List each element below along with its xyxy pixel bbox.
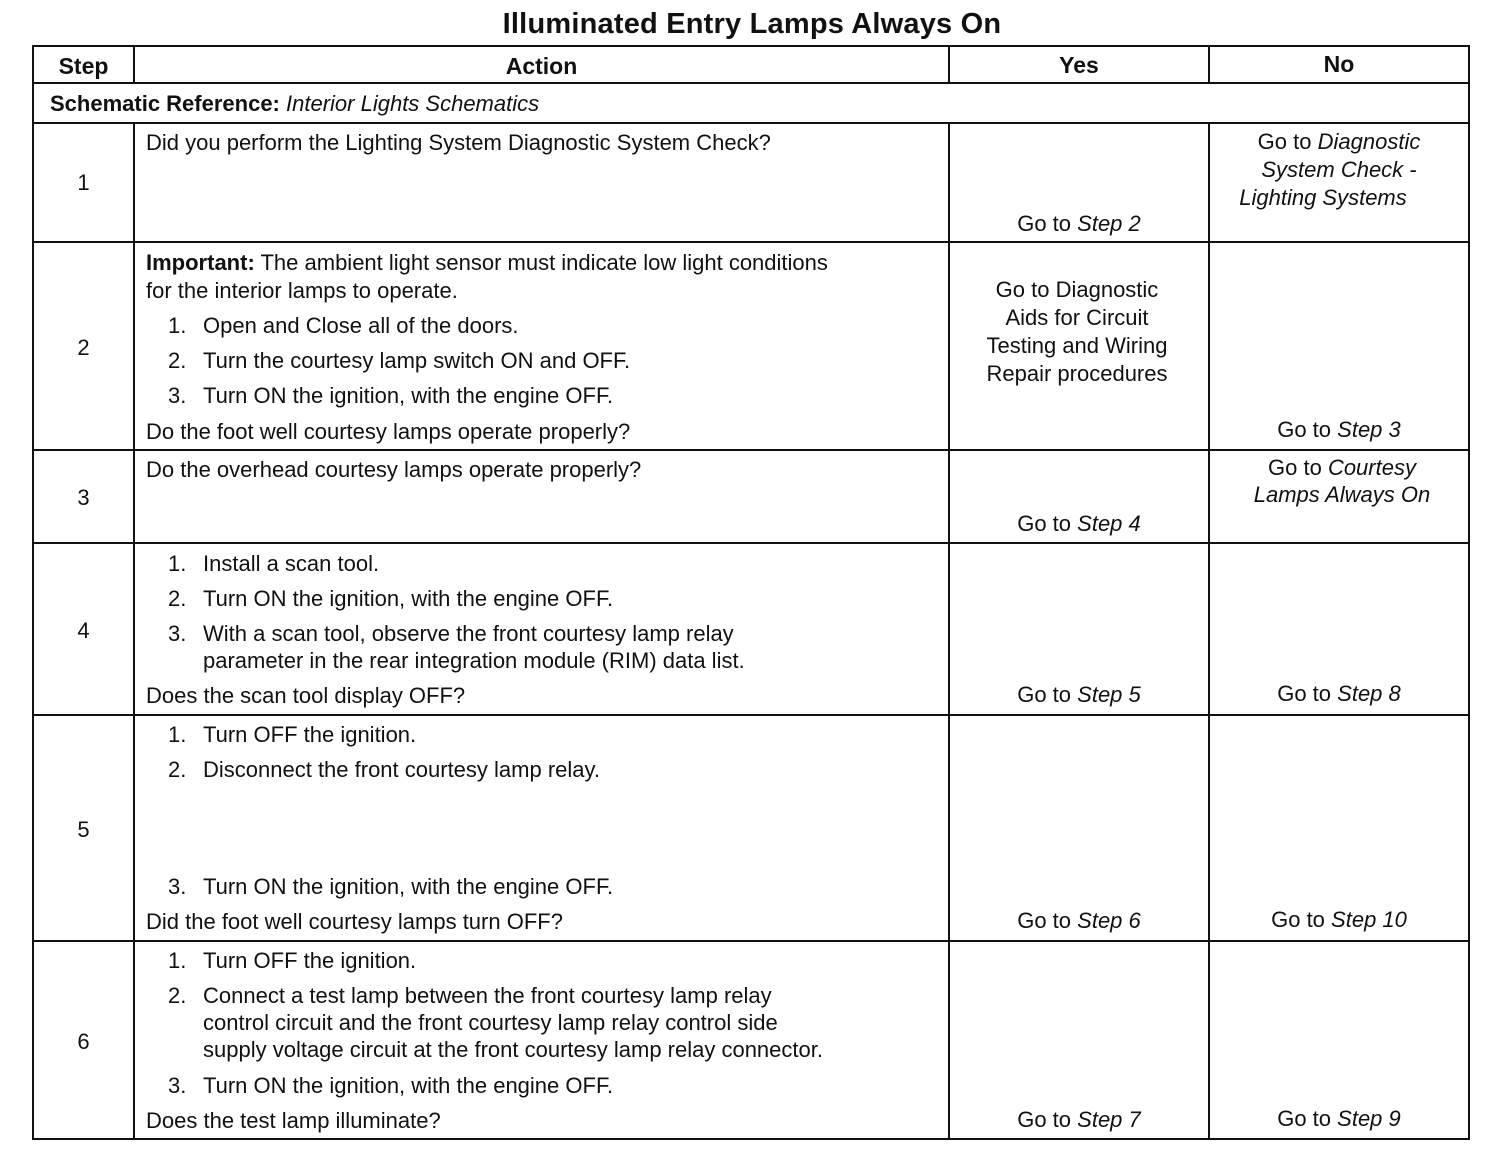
list-item: Turn ON the ignition, with the engine OFF. [203,1073,614,1098]
yes-cell [950,276,1204,388]
yes-line[interactable]: Testing and Wiring [986,333,1168,358]
list-item: Turn OFF the ignition. [203,948,417,973]
action-question: Did you perform the Lighting System Diagnostic System Check? [146,130,771,155]
yes-prefix: Go to [1017,1107,1072,1132]
action-question: Did the foot well courtesy lamps turn OFF? [146,909,563,934]
yes-cell [950,510,1208,538]
yes-line[interactable]: Repair procedures [986,361,1168,386]
action-question: Do the overhead courtesy lamps operate properly? [146,457,642,482]
important-text: The ambient light sensor must indicate low light conditions [260,250,828,275]
yes-prefix: Go to [1017,211,1072,236]
no-prefix: Go to [1277,681,1332,706]
no-link-line3[interactable]: Lighting Systems [1239,185,1407,210]
yes-step-link[interactable]: Step 7 [1077,1107,1141,1132]
no-link-line1[interactable]: Diagnostic [1317,129,1421,154]
yes-prefix: Go to [1017,682,1072,707]
no-prefix: Go to [1268,455,1322,480]
list-item-cont: supply voltage circuit at the front courtesy lamp relay connector. [203,1037,823,1062]
list-number: 1. [168,313,187,338]
schematic-label: Schematic Reference: [50,91,280,116]
list-number: 3. [168,383,187,408]
yes-line[interactable]: Aids for Circuit [1005,305,1149,330]
important-note [146,249,828,277]
yes-cell [950,1106,1208,1134]
no-prefix: Go to [1257,129,1312,154]
list-item: Turn ON the ignition, with the engine OFF. [203,586,614,611]
list-item: Turn ON the ignition, with the engine OFF. [203,383,614,408]
list-number: 3. [168,1073,187,1098]
list-number: 2. [168,757,187,782]
action-question: Do the foot well courtesy lamps operate properly? [146,419,631,444]
step-number: 5 [77,817,90,842]
list-number: 2. [168,983,187,1008]
action-question: Does the scan tool display OFF? [146,683,466,708]
no-step-link[interactable]: Step 3 [1337,417,1401,442]
list-number: 1. [168,948,187,973]
schematic-reference [50,90,539,118]
list-item: Turn ON the ignition, with the engine OFF. [203,874,614,899]
step-number: 2 [77,335,90,360]
no-link-line2[interactable]: System Check - [1261,157,1417,182]
list-number: 2. [168,586,187,611]
yes-step-link[interactable]: Step 5 [1077,682,1141,707]
list-number: 3. [168,621,187,646]
no-prefix: Go to [1271,907,1325,932]
action-question: Does the test lamp illuminate? [146,1108,441,1133]
step-number: 1 [77,170,90,195]
list-item-cont: control circuit and the front courtesy lamp relay control side [203,1010,778,1035]
list-item: Connect a test lamp between the front courtesy lamp relay [203,983,772,1008]
no-cell [1210,128,1468,212]
important-label: Important: [146,250,255,275]
no-prefix: Go to [1277,417,1332,442]
yes-step-link[interactable]: Step 4 [1077,511,1141,536]
list-number: 1. [168,722,187,747]
header-action: Action [505,53,578,79]
yes-cell [950,907,1208,935]
step-number: 6 [77,1029,90,1054]
yes-line[interactable]: Go to Diagnostic [995,277,1159,302]
list-item: Install a scan tool. [203,551,380,576]
yes-cell [950,210,1208,238]
list-item: With a scan tool, observe the front courtesy lamp relay [203,621,734,646]
no-cell [1210,416,1468,444]
no-link-line1[interactable]: Courtesy [1327,455,1416,480]
no-step-link[interactable]: Step 9 [1337,1106,1401,1131]
yes-prefix: Go to [1017,511,1072,536]
schematic-link[interactable]: Interior Lights Schematics [286,91,540,116]
yes-step-link[interactable]: Step 6 [1077,908,1141,933]
no-cell [1210,454,1474,509]
no-cell [1210,680,1468,708]
header-no: No [1323,51,1355,77]
important-text-cont: for the interior lamps to operate. [146,278,458,303]
header-yes: Yes [1059,52,1099,78]
list-item: Turn the courtesy lamp switch ON and OFF. [203,348,631,373]
no-cell [1210,1105,1468,1133]
no-prefix: Go to [1277,1106,1332,1131]
list-number: 3. [168,874,187,899]
list-number: 1. [168,551,187,576]
no-cell [1210,906,1468,934]
page-title: Illuminated Entry Lamps Always On [502,8,1002,40]
list-item: Turn OFF the ignition. [203,722,417,747]
header-step: Step [58,53,109,79]
yes-cell [950,681,1208,709]
list-item: Open and Close all of the doors. [203,313,519,338]
step-number: 3 [77,485,90,510]
list-item-cont: parameter in the rear integration module (RIM) data list. [203,648,745,673]
list-number: 2. [168,348,187,373]
list-item: Disconnect the front courtesy lamp relay. [203,757,600,782]
no-step-link[interactable]: Step 8 [1337,681,1401,706]
yes-prefix: Go to [1017,908,1072,933]
no-link-line2[interactable]: Lamps Always On [1253,482,1431,507]
step-number: 4 [77,618,90,643]
yes-step-link[interactable]: Step 2 [1077,211,1141,236]
no-step-link[interactable]: Step 10 [1331,907,1407,932]
